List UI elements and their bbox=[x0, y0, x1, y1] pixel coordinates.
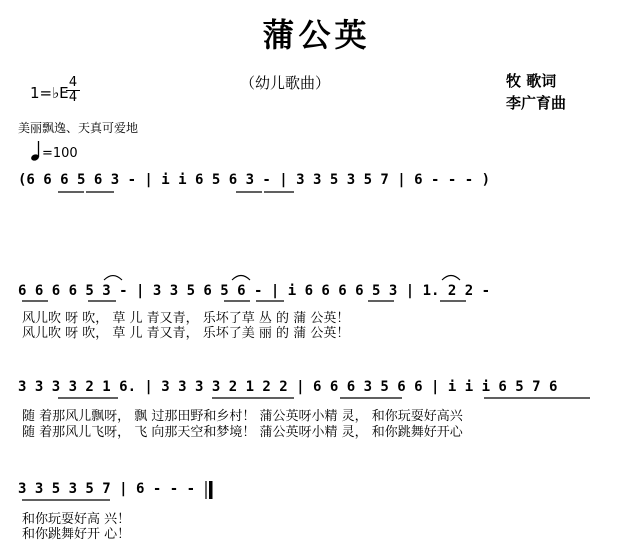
tempo-value: =100 bbox=[42, 146, 78, 161]
key-signature: 1=♭E bbox=[30, 84, 69, 102]
lyrics-line-3-verse-2: 随 着那风儿飞呀， 飞 向那天空和梦境！ 蒲公英呀小精 灵， 和你跳舞好开心 bbox=[22, 425, 463, 440]
lyrics-line-3-verse-1: 随 着那风儿飘呀， 飘 过那田野和乡村！ 蒲公英呀小精 灵， 和你玩耍好高兴 bbox=[22, 409, 463, 424]
lyrics-line-2-verse-2: 风儿吹 呀 吹， 草 儿 青又青， 乐坏了美 丽 的 蒲 公英！ bbox=[22, 326, 350, 341]
lyrics-line-2-verse-1: 风儿吹 呀 吹， 草 儿 青又青， 乐坏了草 丛 的 蒲 公英！ bbox=[22, 311, 350, 326]
time-sig-top: 4 bbox=[68, 75, 78, 90]
notes-line-1: (6 6 6 5 6 3 - | i i 6 5 6 3 - | 3 3 5 3 5 7 | 6 - - - ) bbox=[18, 172, 491, 188]
song-subtitle: （幼儿歌曲） bbox=[240, 74, 331, 92]
song-title: 蒲公英 bbox=[262, 16, 371, 54]
expression-marking: 美丽飘逸、天真可爱地 bbox=[18, 121, 139, 135]
notes-line-2: 6 6 6 6 5 3 - | 3 3 5 6 5 6 - | i 6 6 6 6 5 3 | 1. 2 2 - bbox=[18, 283, 491, 299]
lyrics-line-4-verse-1: 和你玩耍好高 兴！ bbox=[22, 512, 131, 527]
lyricist-credit: 牧 歌词 bbox=[506, 72, 557, 90]
time-sig-bottom: 4 bbox=[66, 90, 80, 105]
notes-line-4: 3 3 5 3 5 7 | 6 - - - bbox=[18, 481, 196, 497]
lyrics-line-4-verse-2: 和你跳舞好开 心！ bbox=[22, 527, 131, 542]
composer-credit: 李广育曲 bbox=[506, 94, 567, 112]
notes-line-3: 3 3 3 3 2 1 6. | 3 3 3 3 2 1 2 2 | 6 6 6 3 5 6 6 | i i i 6 5 7 6 bbox=[18, 379, 558, 395]
